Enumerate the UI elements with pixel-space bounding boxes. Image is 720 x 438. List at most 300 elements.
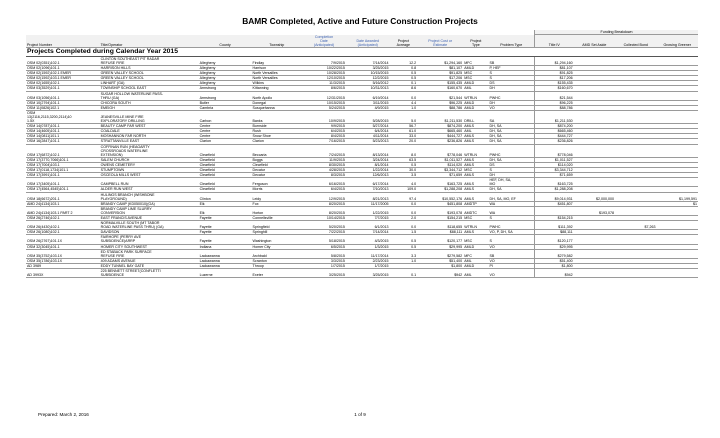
- cell-amd-set-aside: [574, 178, 615, 187]
- cell-problem-type: DH, SA: [489, 157, 535, 162]
- cell-growing-greener: [656, 206, 698, 215]
- cell-acreage: 63.5: [390, 157, 418, 162]
- cell-title-iv: $444,727: [535, 134, 574, 139]
- cell-county: Elk: [199, 201, 252, 206]
- cell-project-type: MSC: [463, 76, 488, 81]
- cell-date-awarded: 7/7/2015: [346, 215, 390, 220]
- cell-problem-type: SB: [489, 249, 535, 258]
- cell-growing-greener: [656, 269, 698, 278]
- cell-project-type: AMLD: [463, 263, 488, 268]
- cell-date-awarded: 7/14/2014: [346, 230, 390, 235]
- cell-title-operator: GREEN VALLEY SCHOOL: [100, 71, 199, 76]
- cell-completion-date: 8/20/2015: [302, 201, 346, 206]
- cell-title-operator: BRANDY CAMP (KD050010)(GA): [100, 201, 199, 206]
- cell-title-iv: $778,046: [535, 144, 574, 157]
- cell-date-awarded: 3/25/2015: [346, 269, 390, 278]
- cell-title-iv: $71,659: [535, 173, 574, 178]
- cell-amd-set-aside: [574, 110, 615, 123]
- cell-title-iv: $17,206: [535, 76, 574, 81]
- cell-title-iv: $279,582: [535, 249, 574, 258]
- cell-problem-type: VO: [489, 258, 535, 263]
- cell-problem-type: DH, SA, MO, EF: [489, 192, 535, 201]
- cell-title-operator: EAST FRANCIS AVENUE: [100, 215, 199, 220]
- cell-date-awarded: 6/1/2013: [346, 221, 390, 230]
- col-project-number: Project Number: [26, 35, 100, 48]
- cell-title-operator: HOMER CITY SOUTHWEST: [100, 244, 199, 249]
- cell-county: Cambria: [199, 105, 252, 110]
- cell-project-number: AD 3989: [26, 263, 100, 268]
- cell-title-iv: $81,107: [535, 66, 574, 71]
- col-project-cost: Project Cost or Estimate: [417, 35, 463, 48]
- cell-title-iv: $155,435: [535, 81, 574, 86]
- cell-date-awarded: 1/3/2015: [346, 244, 390, 249]
- cell-project-number: OSM 03(3529)101.1: [26, 86, 100, 91]
- cell-project-cost: $163,725: [417, 178, 463, 187]
- cell-project-cost: $160,670: [417, 86, 463, 91]
- cell-problem-type: HEF, DH, SA, MO: [489, 178, 535, 187]
- cell-county: Allegheny: [199, 76, 252, 81]
- cell-project-type: AMDTP: [463, 201, 488, 206]
- cell-collected-bond: [615, 144, 656, 157]
- cell-acreage: 97.4: [390, 192, 418, 201]
- cell-project-number: OSM 02(1592)103.1 EMER: [26, 76, 100, 81]
- cell-problem-type: VO, P, DH, SA: [489, 230, 535, 235]
- cell-project-type: MSC: [463, 235, 488, 244]
- cell-problem-type: PWHC: [489, 221, 535, 230]
- cell-title-operator: BRANDY CAMP LIME SLURRY CONVERSION: [100, 206, 199, 215]
- cell-completion-date: 6/16/2015: [302, 178, 346, 187]
- cell-project-number: OSM 16(2847)101.1: [26, 139, 100, 144]
- cell-title-iv: $154,215: [535, 215, 574, 220]
- cell-project-number: OSM 26(2767)101.1X: [26, 235, 100, 244]
- projects-table: [26, 30, 698, 278]
- cell-project-number: OSM 10(2794)101.1: [26, 100, 100, 105]
- cell-project-number: OSM 17(6872)102.1: [26, 144, 100, 157]
- cell-township: Harrison: [252, 66, 303, 71]
- cell-completion-date: 10/28/2015: [302, 71, 346, 76]
- cell-township: Findlay: [252, 56, 303, 65]
- cell-completion-date: 3/3/2015: [302, 258, 346, 263]
- cell-completion-date: 8/30/2015: [302, 162, 346, 167]
- cell-completion-date: 10/22/2015: [302, 66, 346, 71]
- cell-county: Clearfield: [199, 187, 252, 192]
- cell-project-type: AMLD: [463, 66, 488, 71]
- column-header-row: [26, 35, 698, 48]
- cell-collected-bond: [615, 110, 656, 123]
- cell-township: Donegal: [252, 100, 303, 105]
- cell-project-cost: $778,046: [417, 144, 463, 157]
- cell-title-operator: COFFINAN RUN (HEAGARTY CROSSROADS WATERLINE EXTENSION): [100, 144, 199, 157]
- cell-project-number: OSM 17(3991)101.1: [26, 173, 100, 178]
- cell-project-cost: $942: [417, 269, 463, 278]
- cell-title-iv: $29,995: [535, 244, 574, 249]
- cell-project-cost: $1,211,530: [417, 110, 463, 123]
- cell-problem-type: DH, SA: [489, 187, 535, 192]
- cell-project-type: AML: [463, 269, 488, 278]
- cell-amd-set-aside: [574, 221, 615, 230]
- cell-completion-date: 10/15/2015: [302, 100, 346, 105]
- cell-completion-date: 5/24/2015: [302, 105, 346, 110]
- cell-county: Clinton: [199, 192, 252, 201]
- cell-collected-bond: [615, 178, 656, 187]
- table-row: [26, 56, 698, 65]
- cell-project-cost: $665,460: [417, 129, 463, 134]
- cell-project-number: OSM 26(1080)102.1: [26, 230, 100, 235]
- col-date-awarded: Date Awarded (Anticipated): [346, 35, 390, 48]
- cell-completion-date: 4/28/2015: [302, 168, 346, 173]
- cell-acreage: 0.5: [390, 162, 418, 167]
- cell-problem-type: S: [489, 215, 535, 220]
- cell-project-cost: $155,435: [417, 81, 463, 86]
- cell-county: Indiana: [199, 244, 252, 249]
- cell-collected-bond: [615, 269, 656, 278]
- cell-date-awarded: 4/3/2015: [346, 235, 390, 244]
- cell-acreage: 8.6: [390, 86, 418, 91]
- cell-title-iv: $1,211,530: [535, 110, 574, 123]
- cell-township: Horton: [252, 206, 303, 215]
- cell-date-awarded: 5/27/2014: [346, 124, 390, 129]
- cell-amd-set-aside: [574, 235, 615, 244]
- cell-county: Clearfield: [199, 144, 252, 157]
- cell-title-operator: GREEN VALLEY SCHOOL: [100, 76, 199, 81]
- cell-title-iv: $874,200: [535, 124, 574, 129]
- cell-acreage: 0.5: [390, 71, 418, 76]
- cell-acreage: 0.0: [390, 206, 418, 215]
- cell-township: Clearfield: [252, 162, 303, 167]
- cell-acreage: 0.5: [390, 244, 418, 249]
- cell-collected-bond: [615, 206, 656, 215]
- cell-problem-type: DH: [489, 86, 535, 91]
- cell-problem-type: DH, SA: [489, 139, 535, 144]
- cell-county: Butler: [199, 100, 252, 105]
- cell-acreage: 109.0: [390, 187, 418, 192]
- cell-title-iv: $1,288,208: [535, 187, 574, 192]
- col-township: Township: [252, 35, 303, 48]
- cell-project-cost: $81,107: [417, 66, 463, 71]
- cell-project-cost: $114,020: [417, 162, 463, 167]
- cell-amd-set-aside: [574, 269, 615, 278]
- col-title-iv: Title IV: [535, 35, 574, 48]
- cell-township: North Versailles: [252, 71, 303, 76]
- cell-county: Fayette: [199, 235, 252, 244]
- cell-problem-type: DH: [489, 173, 535, 178]
- cell-project-cost: $10,552,176: [417, 192, 463, 201]
- cell-date-awarded: 2/23/2015: [346, 258, 390, 263]
- cell-title-operator: EMEIGH: [100, 105, 199, 110]
- cell-title-iv: $88,786: [535, 105, 574, 110]
- cell-collected-bond: [615, 91, 656, 100]
- cell-problem-type: WA: [489, 206, 535, 215]
- cell-project-type: AMLD: [463, 105, 488, 110]
- cell-title-operator: STRATTANVILLE EAST: [100, 139, 199, 144]
- cell-problem-type: DS: [489, 162, 535, 167]
- cell-growing-greener: [656, 56, 698, 65]
- cell-township: Rush: [252, 129, 303, 134]
- cell-title-operator: OSCEOLA MILLS WEST: [100, 173, 199, 178]
- cell-completion-date: 7/24/2015: [302, 144, 346, 157]
- cell-acreage: 1.5: [390, 230, 418, 235]
- cell-project-cost: $236,826: [417, 139, 463, 144]
- cell-title-operator: OWENS CEMETERY: [100, 162, 199, 167]
- cell-title-iv: $163,725: [535, 178, 574, 187]
- cell-project-cost: $88,786: [417, 105, 463, 110]
- cell-township: Clarion: [252, 139, 303, 144]
- cell-problem-type: VO: [489, 269, 535, 278]
- cell-project-number: OSM 02(1655)102.1: [26, 81, 100, 86]
- table-row: [26, 91, 698, 100]
- cell-project-cost: $88,111: [417, 230, 463, 235]
- cell-project-cost: $1,294,160: [417, 56, 463, 65]
- cell-collected-bond: [615, 192, 656, 201]
- cell-acreage: 0.1: [390, 269, 418, 278]
- cell-township: North Apollo: [252, 91, 303, 100]
- prepared-date: Prepared: March 2, 2016: [38, 412, 89, 417]
- col-problem-type: Problem Type: [489, 35, 535, 48]
- cell-title-iv: $96,225: [535, 100, 574, 105]
- cell-county: Clearfield: [199, 178, 252, 187]
- cell-project-type: DRILL: [463, 110, 488, 123]
- cell-title-operator: JEANESVILLE MINE FIRE EXPLORATORY DRILLING: [100, 110, 199, 123]
- cell-project-type: AMLS: [463, 162, 488, 167]
- cell-acreage: 3.3: [390, 249, 418, 258]
- col-growing-greener: Growing Greener: [656, 35, 698, 48]
- cell-problem-type: PWHC: [489, 91, 535, 100]
- cell-growing-greener: [656, 144, 698, 157]
- cell-county: Allegheny: [199, 81, 252, 86]
- cell-date-awarded: 10/31/2013: [346, 86, 390, 91]
- cell-title-operator: NORMALVILLE SOUTH (MT TABOR ROAD WATERLINE PASS THRU) (GA): [100, 221, 199, 230]
- cell-project-number: OSM 03(1056)101.1: [26, 91, 100, 100]
- cell-date-awarded: 8/1/2014: [346, 162, 390, 167]
- cell-county: Clearfield: [199, 157, 252, 162]
- col-project-acreage: Project Acreage: [390, 35, 418, 48]
- cell-amd-set-aside: [574, 91, 615, 100]
- cell-completion-date: 12/31/2015: [302, 91, 346, 100]
- cell-title-iv: $88,111: [535, 230, 574, 235]
- cell-county: Lackawanna: [199, 249, 252, 258]
- cell-date-awarded: 1/7/2015: [346, 263, 390, 268]
- cell-completion-date: 5/18/2015: [302, 235, 346, 244]
- cell-completion-date: 12/10/2015: [302, 76, 346, 81]
- cell-project-cost: $1,800: [417, 263, 463, 268]
- cell-county: Clearfield: [199, 162, 252, 167]
- cell-title-operator: ED STABACK PARK SURFACE REFUSE FIRE: [100, 249, 199, 258]
- cell-acreage: 1.0: [390, 105, 418, 110]
- cell-completion-date: 6/4/2015: [302, 187, 346, 192]
- cell-acreage: 3.5: [390, 173, 418, 178]
- cell-amd-set-aside: [574, 249, 615, 258]
- cell-problem-type: SB: [489, 56, 535, 65]
- funding-breakdown-label: Funding Breakdown: [535, 30, 698, 35]
- table-row: [26, 221, 698, 230]
- cell-title-operator: MOSHANNON FAR NORTH: [100, 134, 199, 139]
- cell-county: Luzerne: [199, 269, 252, 278]
- cell-date-awarded: 1/22/2014: [346, 168, 390, 173]
- cell-date-awarded: 7/14/2014: [346, 56, 390, 65]
- cell-title-iv: $9,014,931: [535, 192, 574, 201]
- cell-amd-set-aside: $193,078: [574, 206, 615, 215]
- cell-acreage: 1.0: [390, 258, 418, 263]
- cell-amd-set-aside: [574, 56, 615, 65]
- cell-county: Allegheny: [199, 66, 252, 71]
- cell-date-awarded: 6/17/2014: [346, 178, 390, 187]
- cell-township: Snow Shoe: [252, 134, 303, 139]
- cell-project-number: AMD 24(4134)103.1 PART 2: [26, 206, 100, 215]
- cell-project-number: OSM 13(2116,2115,3200,2114)10 1.5X: [26, 110, 100, 123]
- cell-title-operator: STUMPTOWN: [100, 168, 199, 173]
- cell-completion-date: 12/9/2015: [302, 192, 346, 201]
- cell-county: Clearfield: [199, 173, 252, 178]
- cell-project-number: OSM 02(1096)101.1: [26, 66, 100, 71]
- cell-project-number: AD 3993X: [26, 269, 100, 278]
- cell-project-number: OSM 32(3045)101.1: [26, 244, 100, 249]
- cell-title-operator: HULINGS BRANCH (WISHBONE PLAYGROUND): [100, 192, 199, 201]
- cell-title-operator: FAIRHOPE (PERRY AVE SUBSIDENCE)ARRP: [100, 235, 199, 244]
- cell-project-type: MFC: [463, 249, 488, 258]
- cell-date-awarded: 12/6/2013: [346, 173, 390, 178]
- cell-project-type: MSC: [463, 71, 488, 76]
- cell-growing-greener: [656, 221, 698, 230]
- cell-completion-date: 11/9/2015: [302, 157, 346, 162]
- cell-project-cost: $17,206: [417, 76, 463, 81]
- col-collected-bond: Collected Bond: [615, 35, 656, 48]
- cell-title-iv: $114,020: [535, 162, 574, 167]
- cell-problem-type: PI: [489, 263, 535, 268]
- cell-growing-greener: [656, 235, 698, 244]
- cell-county: Centre: [199, 129, 252, 134]
- cell-township: North Versailles: [252, 76, 303, 81]
- cell-acreage: 2.0: [390, 215, 418, 220]
- cell-title-iv: $111,392: [535, 221, 574, 230]
- cell-county: Lackawanna: [199, 258, 252, 263]
- cell-project-number: OSM 35(3752)103.1X: [26, 249, 100, 258]
- cell-project-type: WTRLN: [463, 91, 488, 100]
- cell-problem-type: DH, SA: [489, 124, 535, 129]
- cell-project-type: AMLS: [463, 134, 488, 139]
- cell-project-cost: $193,078: [417, 206, 463, 215]
- table-row: [26, 178, 698, 187]
- cell-date-awarded: 6/19/2014: [346, 91, 390, 100]
- cell-project-number: OSM 26(2746)102.1: [26, 215, 100, 220]
- cell-acreage: 0.5: [390, 235, 418, 244]
- table-row: [26, 192, 698, 201]
- cell-title-operator: COALDALE: [100, 129, 199, 134]
- cell-problem-type: DH: [489, 100, 535, 105]
- cell-title-operator: CHICORA SOUTH: [100, 100, 199, 105]
- cell-date-awarded: 5/16/2012: [346, 81, 390, 86]
- cell-township: Beccaria: [252, 144, 303, 157]
- col-completion-date: Completion Date (Anticipated): [302, 35, 346, 48]
- cell-project-type: AMLS: [463, 187, 488, 192]
- table-row: [26, 269, 698, 278]
- section-header-row: [26, 47, 698, 56]
- cell-title-iv: $1,011,527: [535, 157, 574, 162]
- cell-project-number: OSM 17(3770,7066)101.1: [26, 157, 100, 162]
- cell-project-type: AML: [463, 86, 488, 91]
- cell-township: Morris: [252, 187, 303, 192]
- cell-county: Fayette: [199, 215, 252, 220]
- cell-collected-bond: $7,263: [615, 221, 656, 230]
- cell-project-type: AMLD: [463, 100, 488, 105]
- cell-completion-date: 7/9/2015: [302, 56, 346, 65]
- cell-township: Burnside: [252, 124, 303, 129]
- cell-problem-type: DH, SA: [489, 134, 535, 139]
- cell-project-cost: $154,215: [417, 215, 463, 220]
- section-title: Projects Completed during Calendar Year 2015: [26, 47, 698, 56]
- cell-project-cost: $3,344,712: [417, 168, 463, 173]
- cell-acreage: 30.0: [390, 168, 418, 173]
- cell-acreage: 61.0: [390, 129, 418, 134]
- cell-title-operator: TOWNSHIP SCHOOL EAST: [100, 86, 199, 91]
- cell-problem-type: WA: [489, 201, 535, 206]
- cell-date-awarded: 4/11/2014: [346, 134, 390, 139]
- cell-county: Centre: [199, 134, 252, 139]
- cell-township: Archbald: [252, 249, 303, 258]
- cell-completion-date: 9/9/2015: [302, 124, 346, 129]
- cell-township: Wilkins: [252, 81, 303, 86]
- cell-completion-date: 6/4/2015: [302, 129, 346, 134]
- cell-title-operator: 225 BENNETT STREET(CONFLETTI SUBSIDENCE: [100, 269, 199, 278]
- cell-project-type: AMLS: [463, 124, 488, 129]
- cell-title-iv: $160,670: [535, 86, 574, 91]
- cell-problem-type: DH, SA: [489, 129, 535, 134]
- cell-title-iv: $120,177: [535, 235, 574, 244]
- cell-township: Ferguson: [252, 178, 303, 187]
- cell-project-number: OSM 17(4564,4545)101.1: [26, 187, 100, 192]
- cell-problem-type: VO: [489, 244, 535, 249]
- col-county: County: [199, 35, 252, 48]
- cell-acreage: 5.0: [390, 110, 418, 123]
- cell-project-number: OSM 17(0118,1734)101.1: [26, 168, 100, 173]
- cell-project-number: OSM 14(4605)101.1: [26, 129, 100, 134]
- cell-title-operator: CLINTON SOUTHEAST PIT RADAR REFUSE FIRE: [100, 56, 199, 65]
- cell-title-iv: $3,344,712: [535, 168, 574, 173]
- cell-project-type: AML: [463, 129, 488, 134]
- cell-project-cost: $451,808: [417, 201, 463, 206]
- cell-county: Fayette: [199, 221, 252, 230]
- cell-problem-type: SA: [489, 110, 535, 123]
- cell-township: Leidy: [252, 192, 303, 201]
- cell-acreage: 0.1: [390, 81, 418, 86]
- cell-title-operator: SUGAR HOLLOW WATERLINE PASS- THRU (GA): [100, 91, 199, 100]
- cell-problem-type: S: [489, 71, 535, 76]
- cell-project-cost: $444,727: [417, 134, 463, 139]
- cell-project-type: AMLS: [463, 173, 488, 178]
- cell-date-awarded: 3/11/2015: [346, 100, 390, 105]
- cell-township: Connellsville: [252, 215, 303, 220]
- cell-project-number: OSM 02(0351)102.1: [26, 56, 100, 65]
- cell-problem-type: S: [489, 168, 535, 173]
- cell-county: Clearfield: [199, 168, 252, 173]
- cell-date-awarded: 8/13/2014: [346, 144, 390, 157]
- cell-collected-bond: [615, 249, 656, 258]
- cell-completion-date: 8/6/2015: [302, 86, 346, 91]
- table-row: [26, 110, 698, 123]
- cell-project-cost: $120,177: [417, 235, 463, 244]
- cell-title-iv: [535, 206, 574, 215]
- cell-acreage: 12.2: [390, 56, 418, 65]
- cell-completion-date: 1/7/2015: [302, 263, 346, 268]
- cell-completion-date: 10/14/2015: [302, 215, 346, 220]
- cell-county: Armstrong: [199, 91, 252, 100]
- cell-completion-date: 8/20/2015: [302, 206, 346, 215]
- cell-project-type: AMLD: [463, 244, 488, 249]
- cell-acreage: 4.4: [390, 100, 418, 105]
- cell-project-type: AMLS: [463, 230, 488, 235]
- cell-completion-date: 5/8/2015: [302, 249, 346, 258]
- cell-project-type: AMLD: [463, 81, 488, 86]
- cell-title-iv: $1,800: [535, 263, 574, 268]
